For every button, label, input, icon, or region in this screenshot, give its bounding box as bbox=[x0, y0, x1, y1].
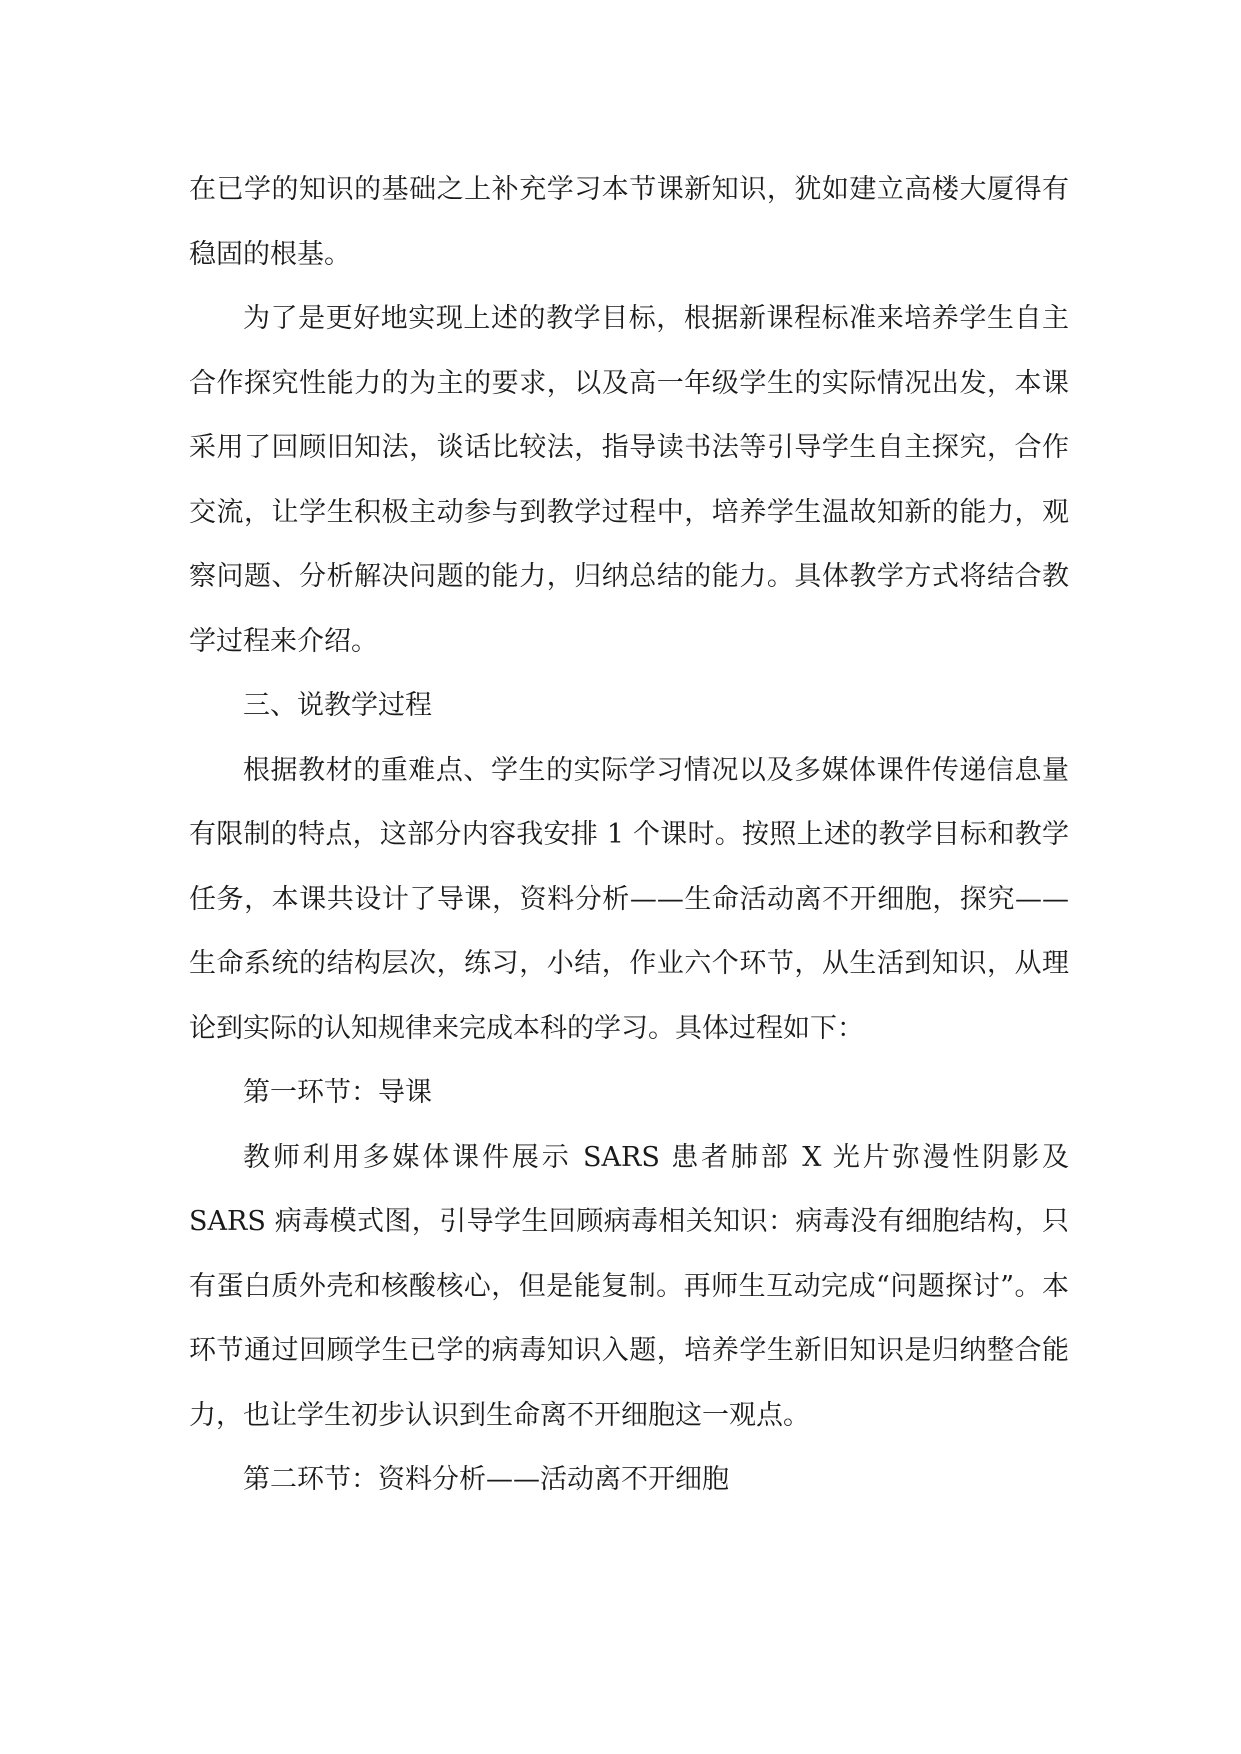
body-text bbox=[189, 158, 1069, 1513]
subheading-step-two: 第二环节：资料分析——活动离不开细胞 bbox=[243, 1464, 729, 1495]
section-heading-teaching-process: 三、说教学过程 bbox=[243, 690, 432, 721]
paragraph-step-one: 教师利用多媒体课件展示 SARS 患者肺部 X 光片弥漫性阴影及 SARS 病毒模式图，引导学生回顾病毒相关知识：病毒没有细胞结构，只有蛋白质外壳和核酸核心，但是能复制。再师生互动完成“问题探讨”。本环节通过回顾学生已学的病毒知识入题，培养学生新旧知识是归纳整合能力，也让学生初步认识到生命离不开细胞这一观点。 bbox=[189, 1141, 1069, 1431]
paragraph-teaching-methods: 为了是更好地实现上述的教学目标，根据新课程标准来培养学生自主合作探究性能力的为主的要求，以及高一年级学生的实际情况出发，本课采用了回顾旧知法，谈话比较法，指导读书法等引导学生自主探究，合作交流，让学生积极主动参与到教学过程中，培养学生温故知新的能力，观察问题、分析解决问题的能力，归纳总结的能力。具体教学方式将结合教学过程来介绍。 bbox=[189, 303, 1069, 657]
paragraph-process-overview: 根据教材的重难点、学生的实际学习情况以及多媒体课件传递信息量有限制的特点，这部分内容我安排 1 个课时。按照上述的教学目标和教学任务，本课共设计了导课，资料分析——生命活动离不开细胞，探究——生命系统的结构层次，练习，小结，作业六个环节，从生活到知识，从理论到实际的认知规律来完成本科的学习。具体过程如下： bbox=[189, 754, 1069, 1044]
subheading-step-one: 第一环节：导课 bbox=[243, 1077, 432, 1108]
paragraph-continuation: 在已学的知识的基础之上补充学习本节课新知识，犹如建立高楼大厦得有稳固的根基。 bbox=[189, 174, 1069, 270]
